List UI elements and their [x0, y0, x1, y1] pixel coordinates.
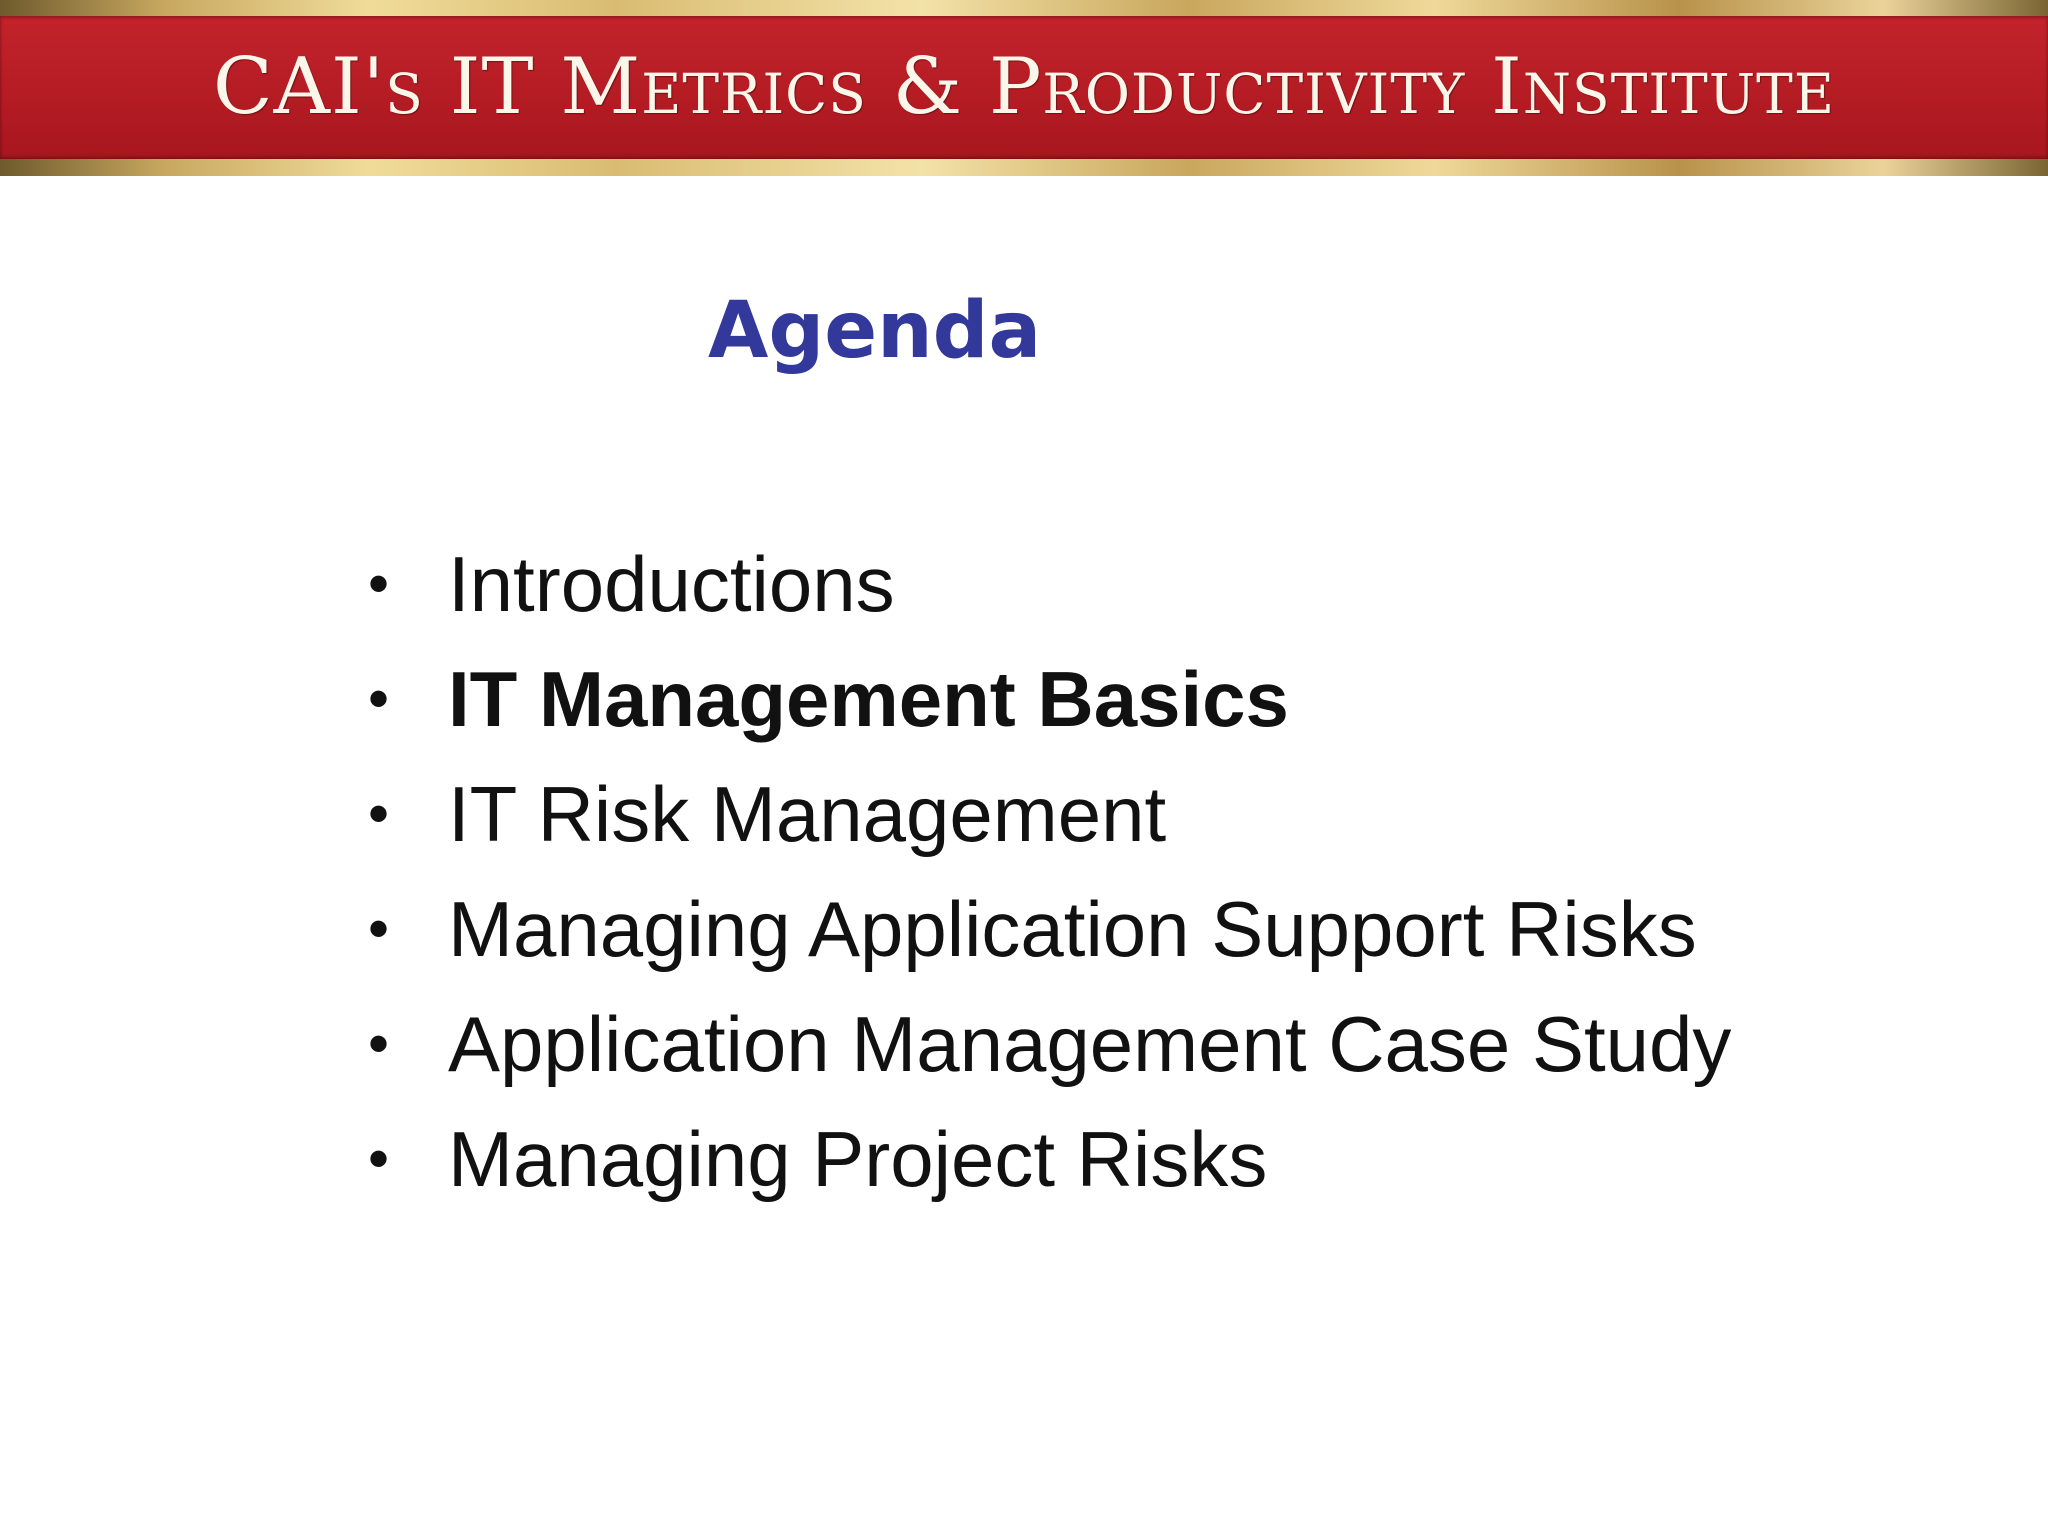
bullet-icon: •: [368, 895, 390, 962]
slide-title: Agenda: [708, 286, 1042, 376]
banner-title: CAI's IT Metrics & Productivity Institute: [212, 42, 1836, 132]
agenda-item-label: Introductions: [448, 540, 895, 628]
bullet-icon: •: [368, 1010, 390, 1077]
bullet-icon: •: [368, 550, 390, 617]
agenda-item-label: IT Management Basics: [448, 655, 1289, 743]
bullet-icon: •: [368, 780, 390, 847]
agenda-item-label: Managing Project Risks: [448, 1115, 1268, 1203]
agenda-item-label: IT Risk Management: [448, 770, 1167, 858]
header-banner: [0, 0, 2048, 176]
bullet-icon: •: [368, 1125, 390, 1192]
bullet-icon: •: [368, 665, 390, 732]
agenda-item-label: Application Management Case Study: [448, 1000, 1732, 1088]
agenda-item-label: Managing Application Support Risks: [448, 885, 1697, 973]
